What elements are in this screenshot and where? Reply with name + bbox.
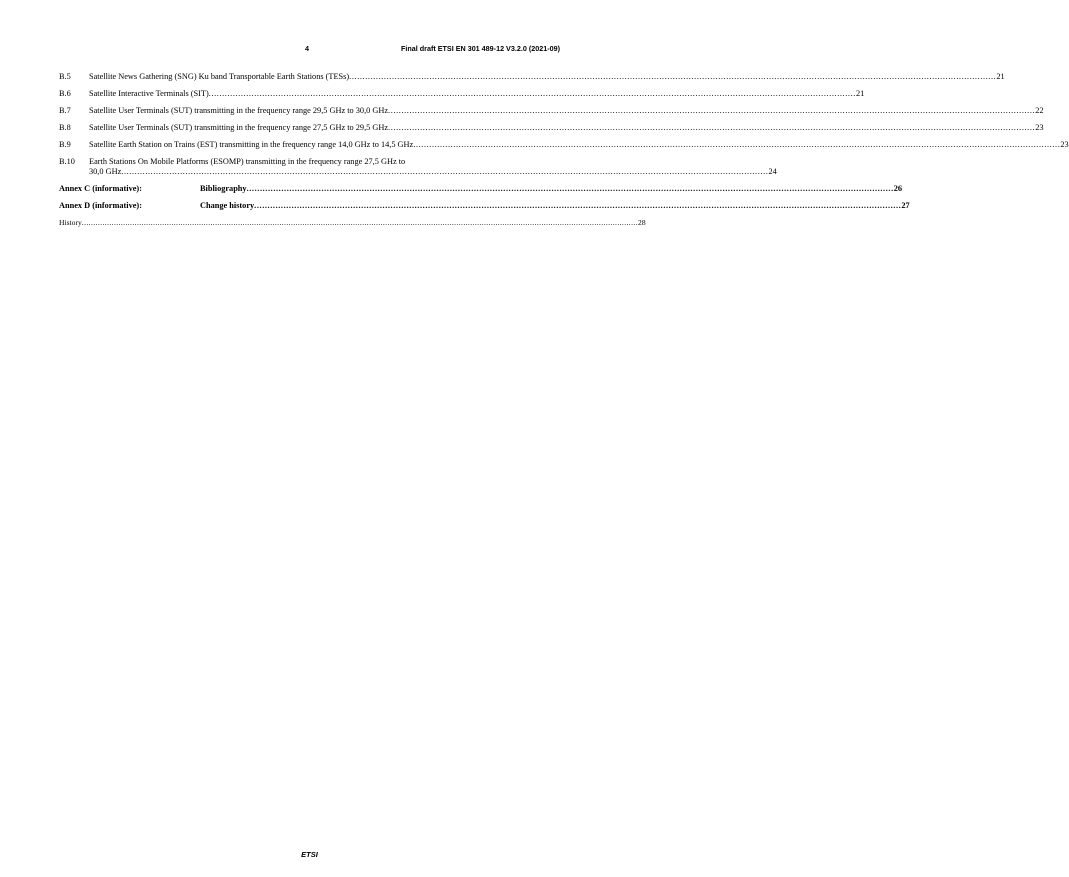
- toc-annex-label: Annex D (informative):: [59, 201, 142, 210]
- toc-entry-page: 21: [996, 72, 1005, 81]
- page-number: 4: [305, 44, 309, 53]
- table-of-contents: [59, 72, 1069, 235]
- toc-entry-number: B.9: [59, 140, 71, 149]
- toc-entry-title: Satellite User Terminals (SUT) transmitting in the frequency range 27,5 GHz to 29,5 GHz: [89, 123, 389, 132]
- page-footer: ETSI: [301, 850, 318, 859]
- toc-entry-page: 23: [1060, 140, 1069, 149]
- toc-entry-b9[interactable]: [59, 140, 1069, 150]
- page-header: [0, 44, 619, 56]
- toc-leader-dots: [254, 201, 901, 211]
- toc-leader-dots: [82, 218, 638, 228]
- toc-entry-page: 21: [855, 89, 865, 98]
- toc-entry-number: B.5: [59, 72, 71, 81]
- toc-entry-title: Satellite User Terminals (SUT) transmitting in the frequency range 29,5 GHz to 30,0 GHz: [89, 106, 389, 115]
- toc-entry-title: Earth Stations On Mobile Platforms (ESOMP) transmitting in the frequency range 27,5 GHz to: [89, 157, 406, 166]
- toc-entry-page: 24: [768, 167, 777, 176]
- toc-entry-b7[interactable]: [59, 106, 1044, 116]
- toc-entry-page: 23: [1035, 123, 1044, 132]
- toc-entry-b6[interactable]: [59, 89, 865, 99]
- toc-entry-title: Satellite Earth Station on Trains (EST) transmitting in the frequency range 14,0 GHz to 14,5 GHz: [89, 140, 414, 149]
- toc-annex-label: Annex C (informative):: [59, 184, 142, 193]
- toc-entry-number: B.10: [59, 157, 75, 166]
- toc-entry-b8[interactable]: [59, 123, 1044, 133]
- toc-annex-page: 27: [901, 201, 910, 210]
- toc-entry-number: B.7: [59, 106, 71, 115]
- toc-leader-dots: [349, 72, 996, 82]
- toc-entry-title-block: [89, 157, 777, 177]
- toc-leader-dots: [121, 167, 768, 177]
- toc-annex-c[interactable]: [59, 184, 903, 194]
- toc-annex-d[interactable]: [59, 201, 910, 211]
- toc-annex-title: Change history: [200, 201, 255, 210]
- toc-entry-page: 22: [1035, 106, 1044, 115]
- toc-annex-title: Bibliography: [200, 184, 247, 193]
- toc-entry-title-line2: 30,0 GHz: [89, 167, 122, 176]
- toc-leader-dots: [388, 106, 1035, 116]
- toc-leader-dots: [209, 89, 856, 99]
- toc-leader-dots: [413, 140, 1060, 150]
- toc-annex-page: 26: [893, 184, 903, 193]
- toc-entry-b10[interactable]: [59, 157, 777, 177]
- toc-leader-dots: [388, 123, 1035, 133]
- toc-leader-dots: [247, 184, 894, 194]
- toc-entry-title: Satellite Interactive Terminals (SIT): [89, 89, 209, 98]
- toc-history[interactable]: [59, 218, 646, 228]
- toc-entry-number: B.8: [59, 123, 71, 132]
- document-title: Final draft ETSI EN 301 489-12 V3.2.0 (2021-09): [401, 44, 560, 53]
- toc-entry-title-continuation: [89, 167, 777, 177]
- toc-history-page: 28: [638, 218, 646, 227]
- toc-entry-title: Satellite News Gathering (SNG) Ku band Transportable Earth Stations (TESs): [89, 72, 350, 81]
- toc-entry-b5[interactable]: [59, 72, 1005, 82]
- toc-history-title: History: [59, 218, 82, 227]
- toc-entry-number: B.6: [59, 89, 71, 98]
